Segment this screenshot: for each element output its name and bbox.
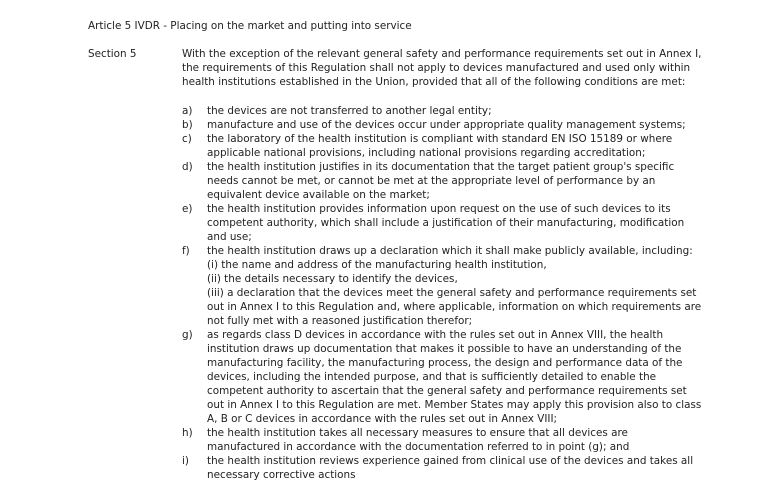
condition-letter: c) xyxy=(182,133,192,145)
condition-h xyxy=(182,426,702,454)
condition-text: the health institution reviews experience gained from clinical use of the devices and takes all necessary corrective actions xyxy=(207,455,694,481)
condition-text: as regards class D devices in accordance with the rules set out in Annex VIII, the health institution draws up documentation that makes it possible to have an understanding of the manufacturing facility, the manufacturing process, the design and performance data of the devices, including the intended purpose, and that is sufficiently detailed to enable the competent authority to ascertain that the general safety and performance requirements set out in Annex I to this Regulation are met. Member States may apply this provision also to class A, B or C devices in accordance with the rules set out in Annex VIII; xyxy=(207,329,702,425)
declaration-sub-item-ii: (ii) the details necessary to identify the devices, xyxy=(207,273,458,285)
condition-c xyxy=(182,132,702,160)
declaration-sub-item-i: (i) the name and address of the manufacturing health institution, xyxy=(207,259,547,271)
condition-b xyxy=(182,118,702,132)
condition-letter: f) xyxy=(182,245,190,257)
condition-letter: i) xyxy=(182,455,189,467)
condition-text: the health institution draws up a declaration which it shall make publicly available, including: xyxy=(207,245,693,257)
condition-text: the devices are not transferred to another legal entity; xyxy=(207,105,492,117)
condition-letter: d) xyxy=(182,161,193,173)
condition-letter: b) xyxy=(182,119,193,131)
condition-d xyxy=(182,160,702,202)
section-label: Section 5 xyxy=(88,48,137,60)
condition-letter: g) xyxy=(182,329,193,341)
section-intro: With the exception of the relevant general safety and performance requirements set out in Annex I, the requirements of this Regulation shall not apply to devices manufactured and used only within health institutions established in the Union, provided that all of the following conditions are met: xyxy=(182,48,702,88)
declaration-sub-item-iii: (iii) a declaration that the devices meet the general safety and performance requirements set out in Annex I to this Regulation and, where applicable, information on which requirements are not fully met with a reasoned justification therefor; xyxy=(207,287,702,327)
article-title: Article 5 IVDR - Placing on the market and putting into service xyxy=(88,20,412,32)
condition-letter: e) xyxy=(182,203,193,215)
section-content xyxy=(182,47,702,482)
condition-letter: h) xyxy=(182,427,193,439)
condition-f xyxy=(182,244,702,328)
declaration-sub-list xyxy=(207,258,702,328)
condition-e xyxy=(182,202,702,244)
condition-a xyxy=(182,104,702,118)
condition-letter: a) xyxy=(182,105,193,117)
condition-g xyxy=(182,328,702,426)
condition-text: the laboratory of the health institution is compliant with standard EN ISO 15189 or where applicable national provisions, including national provisions regarding accreditation; xyxy=(207,133,673,159)
conditions-list xyxy=(182,104,702,482)
condition-i xyxy=(182,454,702,482)
condition-text: the health institution provides information upon request on the use of such devices to its competent authority, which shall include a justification of their manufacturing, modification and use; xyxy=(207,203,685,243)
condition-text: the health institution justifies in its documentation that the target patient group's specific needs cannot be met, or cannot be met at the appropriate level of performance by an equivalent device available on the market; xyxy=(207,161,675,201)
condition-text: manufacture and use of the devices occur under appropriate quality management systems; xyxy=(207,119,686,131)
condition-text: the health institution takes all necessary measures to ensure that all devices are manufactured in accordance with the documentation referred to in point (g); and xyxy=(207,427,630,453)
